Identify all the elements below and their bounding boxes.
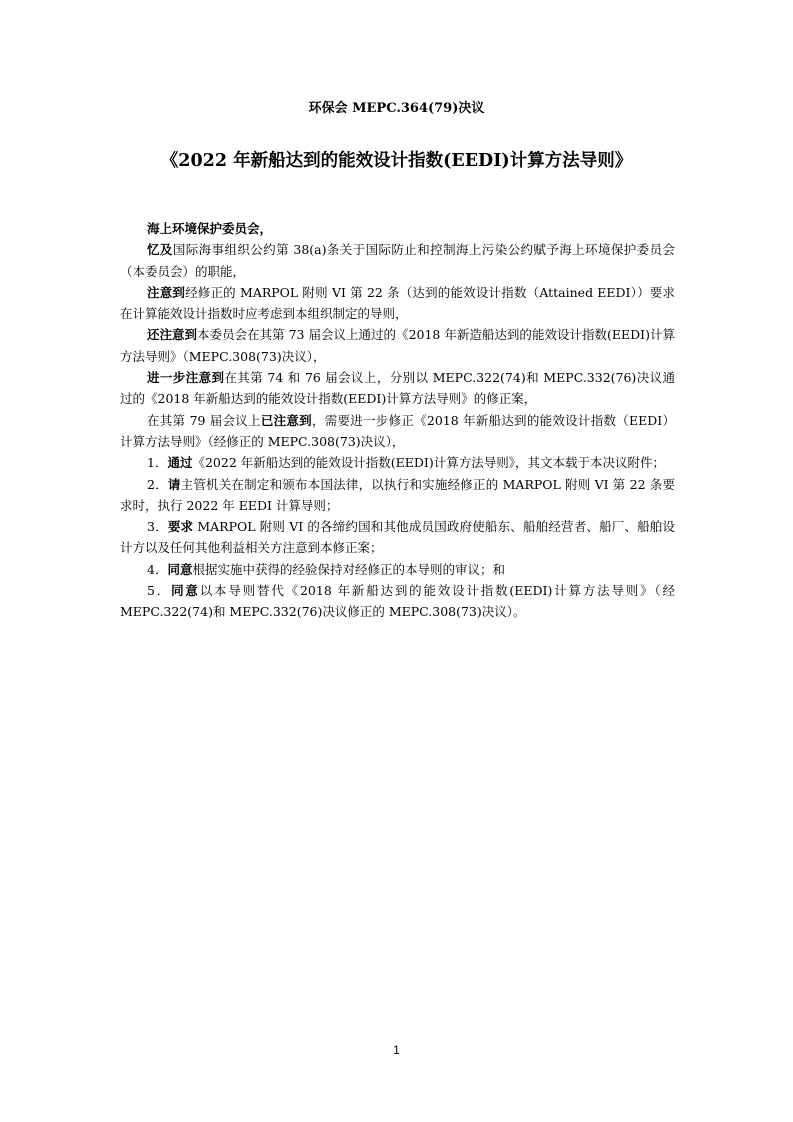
paragraph-prefix: 在其第 79 届会议上 [147, 412, 261, 428]
paragraph-text: MARPOL 附则 VI 的各缔约国和其他成员国政府使船东、船舶经营者、船厂、船舶设计方以及任何其他利益相关方注意到本修正案； [120, 519, 675, 556]
page-number: 1 [393, 1043, 400, 1057]
paragraph-noting-further [120, 367, 675, 410]
paragraph-noting [120, 282, 675, 325]
paragraph-text: 主管机关在制定和颁布本国法律，以执行和实施经修正的 MARPOL 附则 VI 第 22 条要求时，执行 2022 年 EEDI 计算导则； [120, 476, 675, 513]
paragraph-lead: 注意到 [147, 284, 186, 300]
operative-paragraph-1 [120, 452, 675, 473]
paragraph-text: 《2022 年新船达到的能效设计指数(EEDI)计算方法导则》，其文本载于本决议附件； [192, 455, 665, 471]
paragraph-lead: 要求 [167, 519, 194, 535]
operative-paragraph-2 [120, 474, 675, 517]
operative-paragraph-3 [120, 516, 675, 559]
paragraph-text: 经修正的 MARPOL 附则 VI 第 22 条（达到的能效设计指数（Attained EEDI））要求在计算能效设计指数时应考虑到本组织制定的导则， [120, 284, 675, 322]
paragraph-lead: 进一步注意到 [147, 370, 225, 386]
paragraph-preamble [120, 218, 675, 239]
paragraph-number: 2． [147, 476, 168, 492]
document-body [120, 218, 675, 623]
resolution-code: 环保会 MEPC.364(79)决议 [308, 101, 485, 116]
paragraph-lead: 同意 [171, 583, 200, 599]
paragraph-text: 在其第 74 和 76 届会议上，分别以 MEPC.322(74)和 MEPC.332(76)决议通过的《2018 年新船达到的能效设计指数(EEDI)计算方法导则》的修正案， [120, 370, 675, 407]
paragraph-noting-also [120, 324, 675, 367]
paragraph-lead: 已注意到 [260, 412, 312, 428]
paragraph-text: 根据实施中获得的经验保持对经修正的本导则的审议；和 [192, 561, 505, 577]
paragraph-having-noted [120, 410, 675, 453]
paragraph-lead: 同意 [167, 561, 193, 577]
paragraph-number: 5． [147, 583, 172, 599]
paragraph-lead: 通过 [167, 455, 193, 471]
operative-paragraph-4 [120, 559, 675, 580]
paragraph-text: 本委员会在其第 73 届会议上通过的《2018 年新造船达到的能效设计指数(EEDI)计算方法导则》（MEPC.308(73)决议）， [120, 327, 675, 364]
paragraph-text: 国际海事组织公约第 38(a)条关于国际防止和控制海上污染公约赋予海上环境保护委员会（本委员会）的职能， [120, 242, 675, 279]
operative-paragraph-5 [120, 580, 675, 623]
paragraph-lead: 还注意到 [147, 327, 198, 343]
paragraph-lead: 请 [167, 476, 181, 492]
paragraph-text: ，需要进一步修正《2018 年新船达到的能效设计指数（EEDI）计算方法导则》（经修正的 MEPC.308(73)决议）， [120, 412, 676, 449]
paragraph-number: 1． [147, 455, 168, 471]
paragraph-text: 以本导则替代《2018 年新船达到的能效设计指数(EEDI)计算方法导则》（经 MEPC.322(74)和 MEPC.332(76)决议修正的 MEPC.308(73)决议）。 [120, 583, 675, 620]
paragraph-number: 3． [147, 519, 168, 535]
paragraph-lead: 忆及 [147, 242, 173, 258]
paragraph-lead: 海上环境保护委员会， [147, 221, 273, 236]
document-title: 《2022 年新船达到的能效设计指数(EEDI)计算方法导则》 [160, 151, 633, 171]
paragraph-recalling [120, 239, 675, 282]
paragraph-number: 4． [147, 561, 168, 577]
